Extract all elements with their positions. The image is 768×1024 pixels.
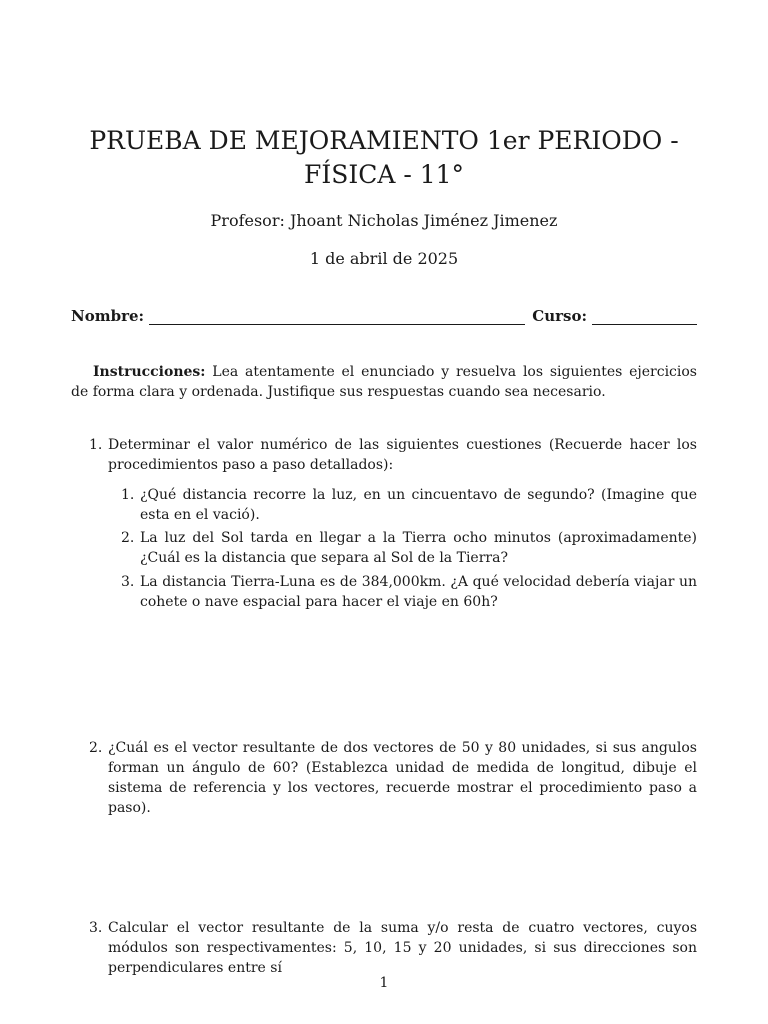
question-number: 3. — [89, 920, 103, 936]
question-number: 1. — [89, 437, 103, 453]
page-number: 1 — [379, 975, 389, 991]
exam-date: 1 de abril de 2025 — [309, 249, 459, 268]
instructions-label: Instrucciones: — [93, 364, 206, 380]
instructions-text: Lea atentamente el enunciado y resuelva los siguientes ejercicios de forma clara y ordenada. Justifique sus respuestas cuando sea necesario. — [71, 364, 697, 400]
name-label: Nombre: — [71, 307, 145, 325]
instructions-paragraph — [71, 362, 697, 402]
question-text: Determinar el valor numérico de las siguientes cuestiones (Recuerde hacer los procedimientos paso a paso detallados): — [108, 437, 697, 473]
subquestion-text: La luz del Sol tarda en llegar a la Tierra ocho minutos (aproximadamente) ¿Cuál es la distancia que separa al Sol de la Tierra? — [140, 530, 697, 566]
student-info-row — [71, 307, 697, 325]
teacher-name: Profesor: Jhoant Nicholas Jiménez Jimenez — [210, 211, 558, 230]
exam-title: PRUEBA DE MEJORAMIENTO 1er PERIODO - FÍSICA - 11° — [89, 126, 679, 189]
subquestion-number: 3. — [121, 574, 135, 590]
name-blank-line — [149, 309, 525, 325]
subquestion-text: ¿Qué distancia recorre la luz, en un cincuentavo de segundo? (Imagine que esta en el vació). — [140, 487, 697, 523]
question-number: 2. — [89, 740, 103, 756]
question-text: ¿Cuál es el vector resultante de dos vectores de 50 y 80 unidades, si sus angulos forman un ángulo de 60? (Establezca unidad de medida de longitud, dibuje el sistema de referencia y los vectores, recuerde mostrar el procedimiento paso a paso). — [108, 740, 697, 816]
subquestion-text: La distancia Tierra-Luna es de 384,000km. ¿A qué velocidad debería viajar un cohete o nave espacial para hacer el viaje en 60h? — [140, 574, 697, 610]
subquestion-number: 1. — [121, 487, 135, 503]
subquestion-number: 2. — [121, 530, 135, 546]
question-text: Calcular el vector resultante de la suma y/o resta de cuatro vectores, cuyos módulos son respectivamentes: 5, 10, 15 y 20 unidades, si sus direcciones son perpendiculares entre sí — [108, 920, 697, 976]
course-label: Curso: — [532, 307, 587, 325]
course-blank-line — [592, 309, 697, 325]
